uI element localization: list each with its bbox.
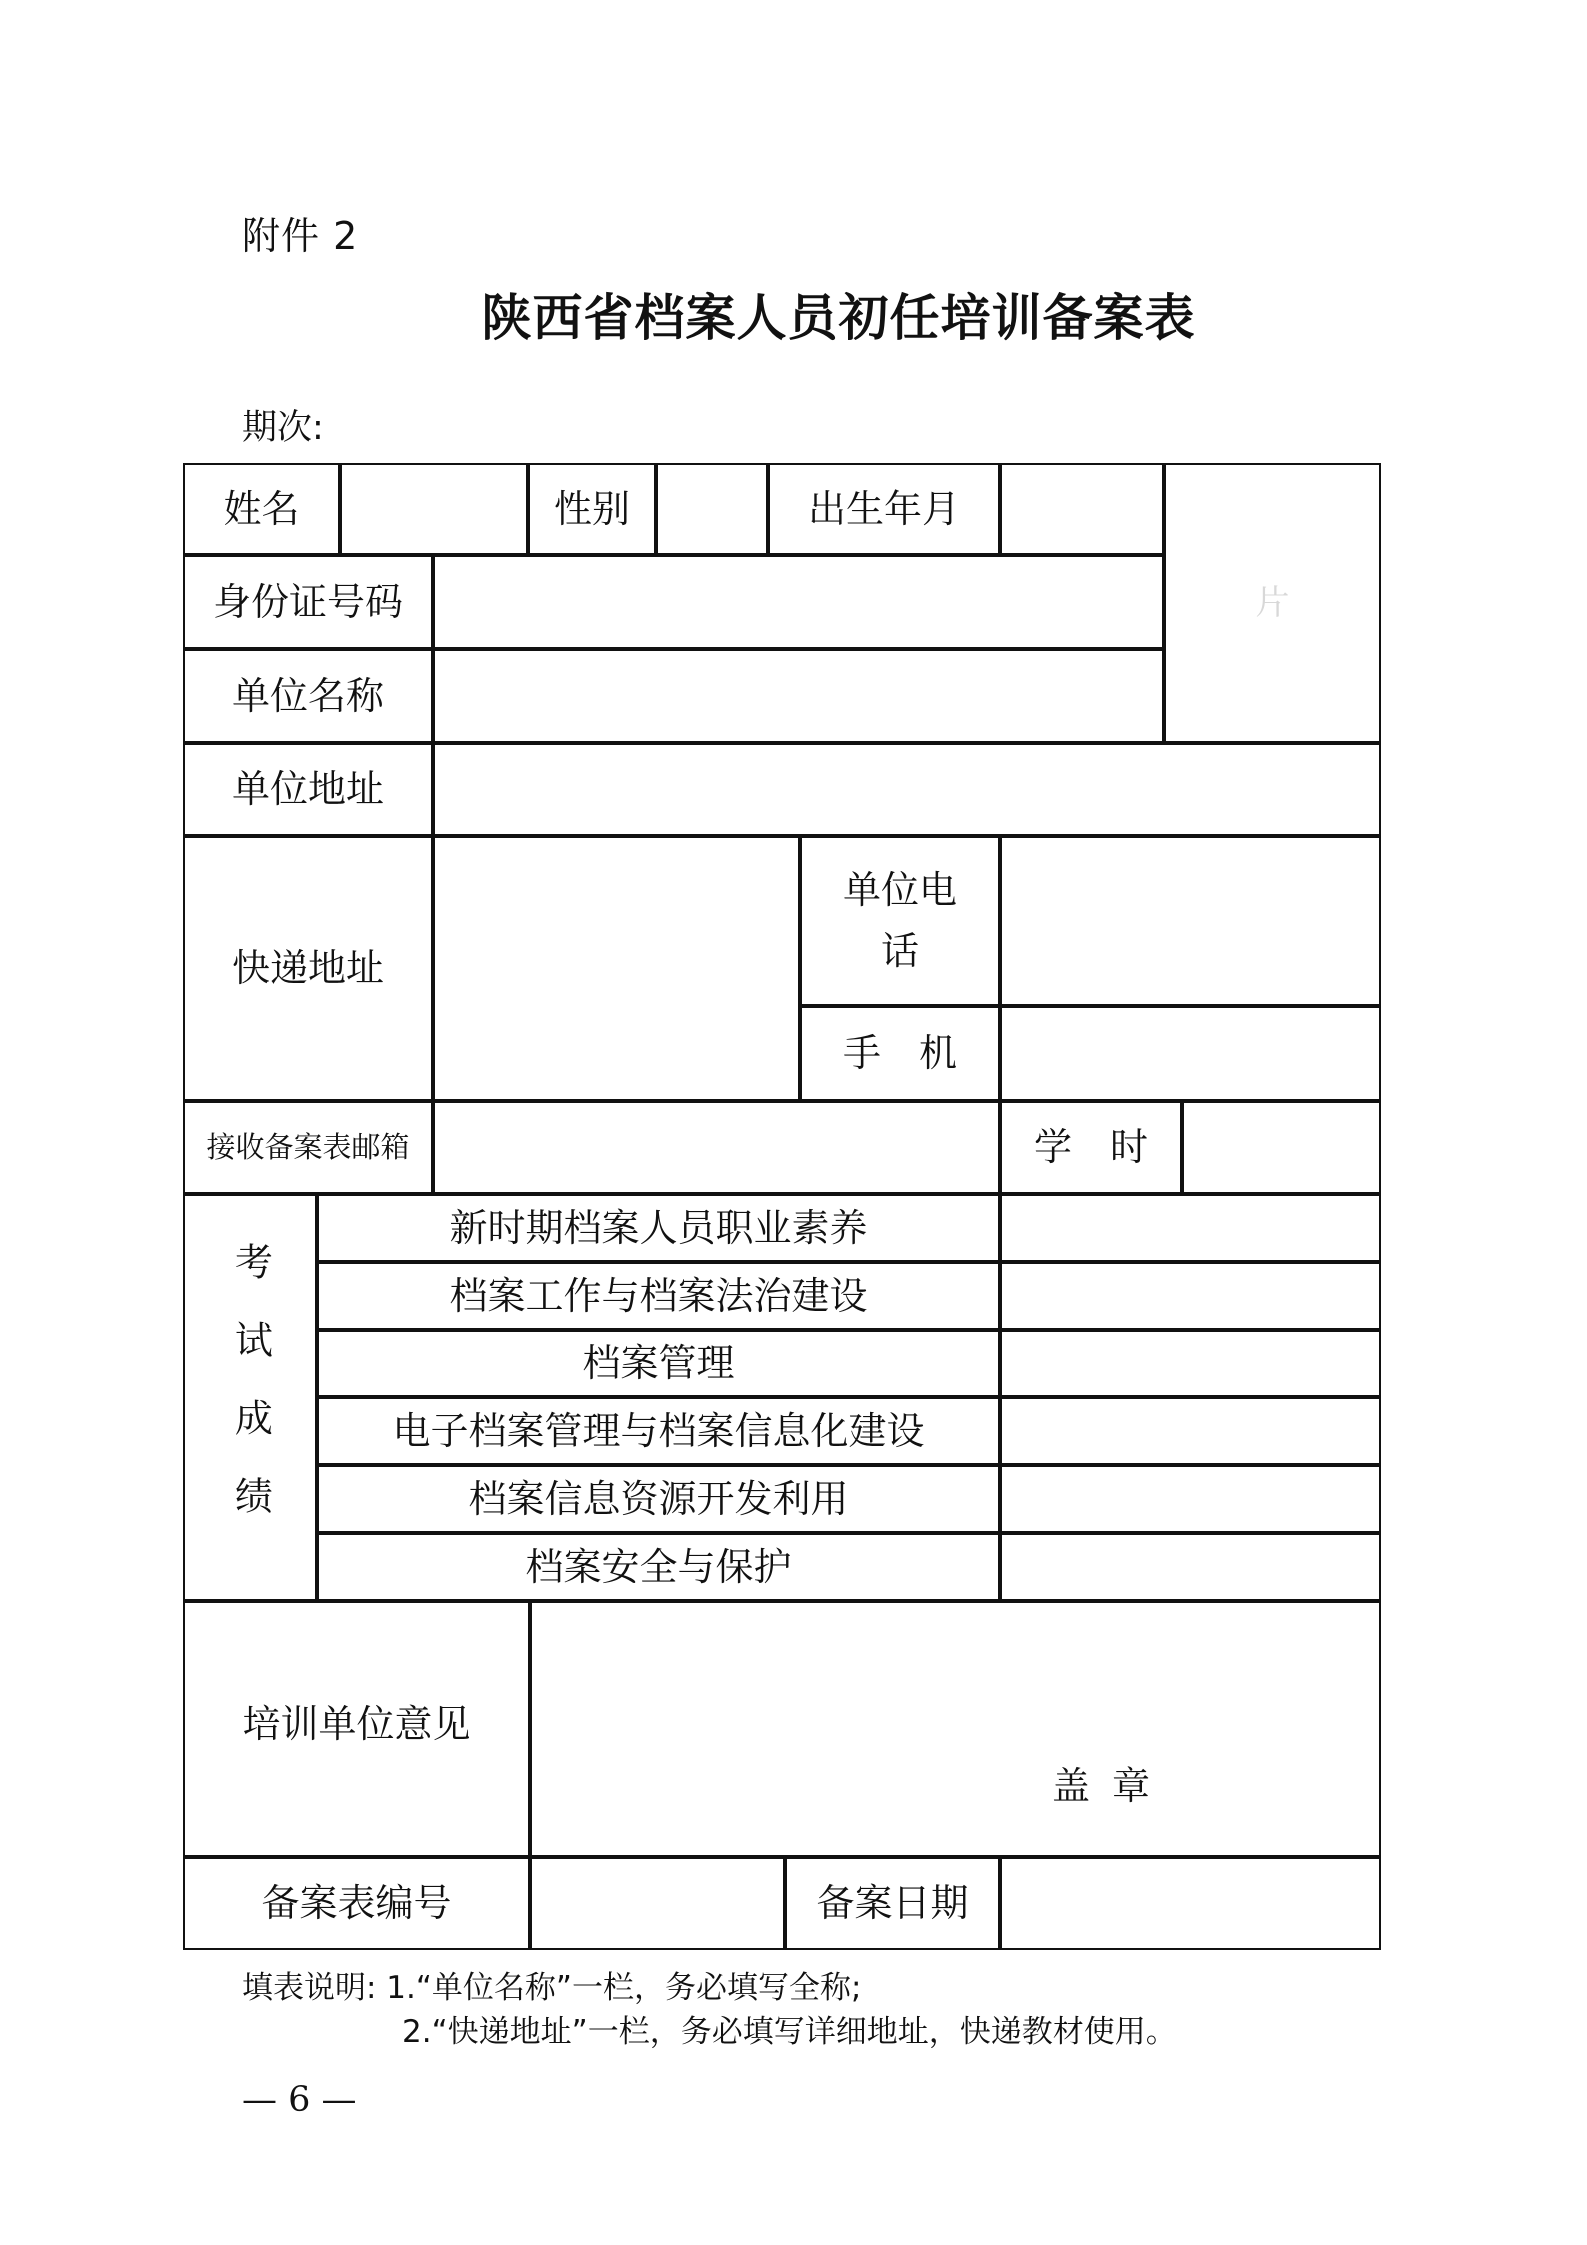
birth-field[interactable]	[1000, 463, 1164, 555]
unit-phone-field[interactable]	[1000, 836, 1381, 1006]
express-address-field[interactable]	[433, 836, 800, 1101]
page-number: — 6 —	[242, 2080, 357, 2120]
exam-score-field-4[interactable]	[1000, 1397, 1381, 1465]
unit-name-label: 单位名称	[183, 649, 433, 743]
gender-label: 性别	[528, 463, 656, 555]
id-number-field[interactable]	[433, 555, 1164, 649]
exam-subject-4: 电子档案管理与档案信息化建设	[317, 1397, 1000, 1465]
record-date-label: 备案日期	[785, 1857, 1000, 1950]
email-field[interactable]	[433, 1101, 1000, 1194]
attachment-label: 附件 2	[242, 214, 359, 258]
mobile-label: 手 机	[800, 1006, 1000, 1101]
mobile-field[interactable]	[1000, 1006, 1381, 1101]
exam-subject-6: 档案安全与保护	[317, 1533, 1000, 1601]
id-number-label: 身份证号码	[183, 555, 433, 649]
exam-score-field-3[interactable]	[1000, 1330, 1381, 1397]
exam-score-field-1[interactable]	[1000, 1194, 1381, 1262]
exam-subject-3: 档案管理	[317, 1330, 1000, 1397]
record-number-label: 备案表编号	[183, 1857, 530, 1950]
exam-score-field-2[interactable]	[1000, 1262, 1381, 1330]
name-label: 姓名	[183, 463, 340, 555]
stamp-label: 盖章	[1052, 1764, 1173, 1808]
exam-score-field-5[interactable]	[1000, 1465, 1381, 1533]
gender-field[interactable]	[656, 463, 768, 555]
email-label: 接收备案表邮箱	[183, 1101, 433, 1194]
unit-name-field[interactable]	[433, 649, 1164, 743]
express-address-label: 快递地址	[183, 836, 433, 1101]
record-number-field[interactable]	[530, 1857, 785, 1950]
document-title: 陕西省档案人员初任培训备案表	[481, 289, 1196, 347]
exam-score-field-6[interactable]	[1000, 1533, 1381, 1601]
photo-hint: 片	[1255, 582, 1290, 623]
record-date-field[interactable]	[1000, 1857, 1381, 1950]
fill-instructions-line-2: 2.“快递地址”一栏，务必填写详细地址，快递教材使用。	[402, 2014, 1177, 2050]
fill-instructions-line-1: 填表说明: 1.“单位名称”一栏，务必填写全称;	[242, 1970, 862, 2006]
birth-label: 出生年月	[768, 463, 1000, 555]
exam-scores-label: 考试成绩	[183, 1194, 317, 1601]
exam-subject-5: 档案信息资源开发利用	[317, 1465, 1000, 1533]
hours-label: 学 时	[1000, 1101, 1182, 1194]
training-opinion-field[interactable]	[530, 1601, 1381, 1857]
period-label: 期次:	[242, 408, 324, 448]
training-opinion-label: 培训单位意见	[183, 1601, 530, 1857]
unit-address-field[interactable]	[433, 743, 1381, 836]
exam-subject-2: 档案工作与档案法治建设	[317, 1262, 1000, 1330]
unit-address-label: 单位地址	[183, 743, 433, 836]
photo-box[interactable]	[1164, 463, 1381, 743]
name-field[interactable]	[340, 463, 528, 555]
exam-subject-1: 新时期档案人员职业素养	[317, 1194, 1000, 1262]
unit-phone-label: 单位电话	[800, 836, 1000, 1006]
hours-field[interactable]	[1182, 1101, 1381, 1194]
